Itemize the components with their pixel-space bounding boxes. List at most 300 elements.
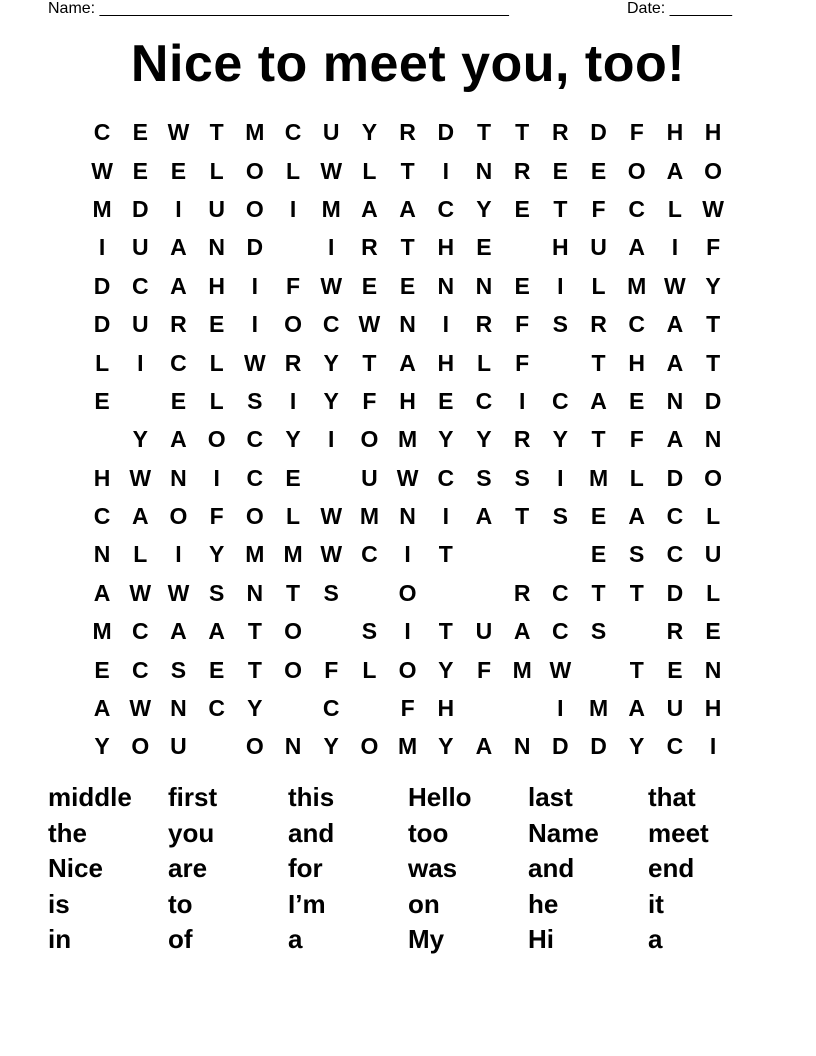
grid-cell: C bbox=[284, 119, 302, 146]
grid-cell: L bbox=[362, 656, 377, 683]
grid-cell: D bbox=[552, 733, 569, 760]
grid-cell: E bbox=[94, 387, 110, 414]
grid-cell: A bbox=[513, 618, 531, 645]
word-bank-word: in bbox=[48, 924, 72, 954]
word-bank-word: was bbox=[408, 853, 458, 883]
grid-cell: O bbox=[284, 311, 302, 338]
grid-cell: W bbox=[167, 119, 190, 146]
grid-cell: L bbox=[591, 272, 606, 299]
grid-cell: A bbox=[170, 426, 187, 453]
grid-cell: U bbox=[475, 618, 493, 645]
grid-cell: H bbox=[437, 234, 455, 261]
grid-cell: E bbox=[476, 234, 492, 261]
date-field: Date: _______ bbox=[627, 0, 732, 17]
grid-cell: T bbox=[209, 119, 224, 146]
name-field: Name: ______________________________________________ bbox=[48, 0, 509, 17]
grid-cell: L bbox=[209, 157, 224, 184]
grid-cell: T bbox=[591, 579, 606, 606]
grid-cell: E bbox=[132, 157, 148, 184]
grid-cell: A bbox=[170, 618, 187, 645]
grid-cell: U bbox=[170, 733, 187, 760]
grid-cell: N bbox=[475, 157, 493, 184]
grid-cell: C bbox=[246, 464, 264, 491]
grid-cell: I bbox=[709, 733, 717, 760]
grid-cell: L bbox=[286, 503, 301, 530]
grid-cell: O bbox=[207, 426, 226, 453]
grid-cell: M bbox=[398, 733, 418, 760]
grid-cell: N bbox=[170, 464, 187, 491]
grid-row bbox=[83, 343, 732, 381]
grid-cell: L bbox=[706, 503, 721, 530]
grid-cell: C bbox=[475, 387, 493, 414]
grid-cell: M bbox=[92, 195, 112, 222]
word-bank-word: you bbox=[168, 817, 215, 848]
grid-cell: T bbox=[438, 541, 453, 568]
grid-cell: N bbox=[93, 541, 111, 568]
grid-cell: E bbox=[361, 272, 378, 299]
grid-cell: T bbox=[476, 119, 491, 146]
grid-cell: C bbox=[666, 733, 684, 760]
word-bank-column bbox=[168, 780, 288, 958]
grid-cell: O bbox=[245, 503, 264, 530]
grid-cell: R bbox=[361, 234, 378, 261]
grid-cell: C bbox=[93, 503, 111, 530]
grid-row bbox=[83, 190, 732, 228]
grid-cell: R bbox=[666, 618, 684, 645]
grid-cell: A bbox=[666, 311, 684, 338]
grid-cell: F bbox=[629, 426, 644, 453]
grid-cell: N bbox=[399, 503, 416, 530]
grid-cell: R bbox=[513, 426, 531, 453]
grid-cell: Y bbox=[323, 387, 339, 414]
grid-cell: E bbox=[170, 157, 187, 184]
grid-cell: W bbox=[129, 579, 152, 606]
grid-cell: A bbox=[208, 618, 225, 645]
grid-cell: A bbox=[361, 195, 378, 222]
grid-cell: A bbox=[628, 695, 646, 722]
grid-cell: C bbox=[131, 618, 149, 645]
grid-cell: U bbox=[361, 464, 378, 491]
grid-cell: A bbox=[666, 349, 684, 376]
word-bank-word: a bbox=[648, 924, 663, 954]
grid-row bbox=[83, 535, 732, 573]
grid-cell: R bbox=[513, 579, 531, 606]
grid-cell: E bbox=[514, 195, 530, 222]
grid-row bbox=[83, 267, 732, 305]
word-bank-word: of bbox=[168, 924, 193, 954]
grid-cell: W bbox=[129, 695, 152, 722]
grid-cell: O bbox=[284, 618, 302, 645]
grid-cell: F bbox=[629, 119, 644, 146]
grid-cell: E bbox=[285, 464, 301, 491]
grid-cell: S bbox=[552, 503, 569, 530]
grid-cell: T bbox=[400, 157, 415, 184]
grid-cell: D bbox=[704, 387, 722, 414]
grid-cell: E bbox=[170, 387, 187, 414]
grid-cell: C bbox=[628, 195, 646, 222]
grid-cell: Y bbox=[323, 349, 339, 376]
grid-cell: E bbox=[208, 311, 225, 338]
grid-cell: W bbox=[358, 311, 381, 338]
grid-cell: I bbox=[442, 157, 449, 184]
grid-cell: D bbox=[590, 119, 607, 146]
word-bank-word: for bbox=[288, 853, 323, 883]
grid-cell: O bbox=[169, 503, 188, 530]
word-bank-word: first bbox=[168, 782, 218, 812]
grid-cell: I bbox=[175, 541, 182, 568]
word-bank-word: the bbox=[48, 817, 87, 848]
grid-cell: I bbox=[328, 234, 335, 261]
grid-cell: N bbox=[513, 733, 531, 760]
grid-cell: A bbox=[475, 503, 493, 530]
grid-cell: C bbox=[552, 618, 569, 645]
grid-cell: C bbox=[666, 503, 684, 530]
grid-cell: Y bbox=[552, 426, 569, 453]
grid-cell: T bbox=[553, 195, 568, 222]
grid-cell: O bbox=[704, 157, 723, 184]
grid-cell: R bbox=[170, 311, 187, 338]
grid-cell: M bbox=[321, 195, 341, 222]
grid-cell: T bbox=[591, 349, 606, 376]
grid-cell: U bbox=[704, 541, 722, 568]
grid-cell: H bbox=[628, 349, 646, 376]
grid-cell: M bbox=[512, 656, 532, 683]
grid-cell: I bbox=[557, 464, 564, 491]
grid-cell: N bbox=[284, 733, 302, 760]
grid-cell: N bbox=[399, 311, 416, 338]
grid-cell: Y bbox=[438, 656, 454, 683]
grid-cell: E bbox=[667, 656, 683, 683]
grid-cell: F bbox=[706, 234, 721, 261]
grid-cell: E bbox=[399, 272, 416, 299]
grid-cell: F bbox=[515, 311, 530, 338]
grid-cell: O bbox=[398, 656, 417, 683]
grid-cell: O bbox=[360, 733, 379, 760]
grid-cell: A bbox=[628, 234, 646, 261]
grid-cell: L bbox=[209, 349, 224, 376]
grid-cell: L bbox=[95, 349, 110, 376]
word-bank-word: My bbox=[408, 924, 445, 954]
grid-cell: S bbox=[552, 311, 569, 338]
word-bank-word: and bbox=[528, 853, 575, 883]
grid-cell: L bbox=[667, 195, 682, 222]
grid-cell: O bbox=[131, 733, 150, 760]
grid-cell: M bbox=[283, 541, 303, 568]
grid-cell: D bbox=[246, 234, 264, 261]
grid-cell: T bbox=[515, 119, 530, 146]
grid-cell: I bbox=[289, 387, 297, 414]
grid-cell: R bbox=[590, 311, 607, 338]
grid-cell: A bbox=[170, 234, 187, 261]
grid-cell: O bbox=[245, 195, 264, 222]
grid-cell: I bbox=[557, 272, 564, 299]
grid-cell: F bbox=[324, 656, 339, 683]
grid-cell: T bbox=[400, 234, 415, 261]
grid-cell: Y bbox=[323, 733, 339, 760]
grid-cell: Y bbox=[361, 119, 378, 146]
grid-cell: E bbox=[590, 157, 607, 184]
word-bank-column bbox=[528, 780, 648, 958]
word-bank-column bbox=[648, 780, 768, 958]
grid-cell: C bbox=[246, 426, 264, 453]
grid-cell: C bbox=[552, 579, 569, 606]
word-bank-word: end bbox=[648, 853, 695, 883]
word-bank-column bbox=[288, 780, 408, 958]
grid-cell: I bbox=[671, 234, 679, 261]
word-bank-word: Nice bbox=[48, 853, 103, 883]
grid-cell: C bbox=[552, 387, 569, 414]
grid-cell: A bbox=[666, 426, 684, 453]
grid-cell: F bbox=[591, 195, 606, 222]
grid-cell: O bbox=[398, 579, 417, 606]
word-bank-word: Name bbox=[528, 817, 599, 848]
grid-cell: A bbox=[399, 349, 416, 376]
grid-cell: A bbox=[93, 695, 111, 722]
grid-cell: I bbox=[404, 541, 411, 568]
grid-cell: C bbox=[437, 464, 455, 491]
grid-cell: Y bbox=[476, 195, 492, 222]
grid-cell: U bbox=[590, 234, 607, 261]
grid-cell: O bbox=[245, 157, 264, 184]
grid-cell: T bbox=[286, 579, 301, 606]
grid-cell: D bbox=[93, 272, 111, 299]
grid-cell: T bbox=[247, 618, 262, 645]
grid-cell: E bbox=[514, 272, 530, 299]
word-bank-column bbox=[48, 780, 168, 958]
grid-cell: A bbox=[590, 387, 607, 414]
grid-cell: I bbox=[518, 387, 526, 414]
grid-cell: W bbox=[549, 656, 572, 683]
grid-cell: F bbox=[400, 695, 415, 722]
grid-row bbox=[83, 305, 732, 343]
grid-cell: D bbox=[666, 579, 684, 606]
grid-cell: N bbox=[704, 426, 722, 453]
grid-cell: O bbox=[245, 733, 264, 760]
grid-cell: Y bbox=[629, 733, 645, 760]
grid-cell: C bbox=[131, 656, 149, 683]
grid-cell: N bbox=[208, 234, 225, 261]
grid-row bbox=[83, 574, 732, 612]
grid-row bbox=[83, 151, 732, 189]
grid-cell: C bbox=[322, 695, 340, 722]
grid-row bbox=[83, 650, 732, 688]
grid-cell: U bbox=[322, 119, 340, 146]
grid-cell: M bbox=[588, 695, 609, 722]
word-bank-word: is bbox=[48, 888, 70, 919]
word-bank-word: too bbox=[408, 817, 449, 848]
grid-cell: Y bbox=[438, 426, 454, 453]
grid-cell: F bbox=[286, 272, 301, 299]
grid-cell: M bbox=[245, 119, 265, 146]
grid-cell: I bbox=[251, 272, 259, 299]
grid-cell: I bbox=[175, 195, 182, 222]
grid-cell: A bbox=[628, 503, 646, 530]
grid-cell: C bbox=[322, 311, 340, 338]
grid-cell: D bbox=[131, 195, 149, 222]
word-bank bbox=[48, 780, 768, 958]
grid-cell: Y bbox=[208, 541, 225, 568]
grid-cell: N bbox=[704, 656, 722, 683]
grid-cell: T bbox=[629, 656, 644, 683]
grid-cell: W bbox=[167, 579, 190, 606]
grid-row bbox=[83, 459, 732, 497]
grid-row bbox=[83, 228, 732, 266]
grid-cell: E bbox=[552, 157, 569, 184]
grid-cell: F bbox=[209, 503, 224, 530]
grid-cell: S bbox=[323, 579, 339, 606]
grid-cell: F bbox=[362, 387, 377, 414]
grid-cell: H bbox=[704, 119, 722, 146]
grid-cell: A bbox=[475, 733, 493, 760]
grid-cell: R bbox=[399, 119, 416, 146]
page-title: Nice to meet you, too! bbox=[130, 35, 686, 93]
letter-grid bbox=[83, 113, 732, 766]
word-bank-word: I’m bbox=[288, 888, 326, 919]
grid-cell: S bbox=[208, 579, 225, 606]
word-bank-word: a bbox=[288, 924, 303, 954]
grid-cell: I bbox=[289, 195, 297, 222]
grid-cell: L bbox=[362, 157, 377, 184]
grid-cell: Y bbox=[285, 426, 301, 453]
grid-cell: S bbox=[361, 618, 378, 645]
grid-cell: O bbox=[360, 426, 379, 453]
grid-cell: A bbox=[93, 579, 111, 606]
grid-cell: O bbox=[284, 656, 302, 683]
word-bank-word: and bbox=[288, 817, 335, 848]
grid-cell: L bbox=[133, 541, 148, 568]
grid-cell: M bbox=[398, 426, 418, 453]
grid-cell: M bbox=[92, 618, 112, 645]
grid-cell: I bbox=[251, 311, 259, 338]
grid-cell: H bbox=[704, 695, 722, 722]
grid-cell: M bbox=[359, 503, 379, 530]
grid-cell: N bbox=[246, 579, 264, 606]
grid-row bbox=[83, 382, 732, 420]
word-bank-word: meet bbox=[648, 817, 709, 848]
word-bank-word: to bbox=[168, 888, 193, 919]
grid-cell: I bbox=[213, 464, 220, 491]
grid-cell: T bbox=[438, 618, 453, 645]
grid-cell: D bbox=[93, 311, 111, 338]
grid-cell: I bbox=[137, 349, 144, 376]
grid-cell: E bbox=[438, 387, 454, 414]
grid-cell: I bbox=[442, 503, 449, 530]
grid-cell: Y bbox=[247, 695, 263, 722]
grid-cell: E bbox=[132, 119, 148, 146]
grid-cell: N bbox=[170, 695, 187, 722]
grid-row bbox=[83, 113, 732, 151]
grid-cell: N bbox=[437, 272, 455, 299]
grid-cell: O bbox=[704, 464, 723, 491]
grid-cell: E bbox=[590, 503, 607, 530]
grid-cell: R bbox=[552, 119, 569, 146]
grid-cell: A bbox=[131, 503, 149, 530]
word-bank-word: this bbox=[288, 782, 335, 812]
grid-cell: W bbox=[243, 349, 266, 376]
grid-cell: E bbox=[590, 541, 607, 568]
grid-cell: W bbox=[91, 157, 113, 184]
grid-cell: C bbox=[93, 119, 111, 146]
grid-cell: C bbox=[208, 695, 225, 722]
grid-cell: E bbox=[94, 656, 110, 683]
grid-cell: I bbox=[557, 695, 564, 722]
grid-cell: E bbox=[705, 618, 721, 645]
grid-cell: C bbox=[666, 541, 684, 568]
grid-cell: R bbox=[284, 349, 302, 376]
grid-cell: R bbox=[513, 157, 531, 184]
grid-cell: W bbox=[320, 272, 343, 299]
grid-cell: T bbox=[362, 349, 377, 376]
grid-cell: I bbox=[328, 426, 335, 453]
word-bank-word: on bbox=[408, 888, 440, 919]
word-bank-word: that bbox=[648, 782, 696, 812]
word-bank-word: Hi bbox=[528, 924, 554, 954]
grid-row bbox=[83, 420, 732, 458]
grid-cell: M bbox=[245, 541, 265, 568]
grid-cell: O bbox=[627, 157, 646, 184]
grid-cell: C bbox=[131, 272, 149, 299]
word-bank-word: Hello bbox=[408, 782, 472, 812]
grid-cell: S bbox=[514, 464, 530, 491]
grid-cell: A bbox=[399, 195, 416, 222]
grid-cell: U bbox=[131, 234, 149, 261]
grid-cell: H bbox=[93, 464, 111, 491]
grid-cell: T bbox=[706, 349, 721, 376]
grid-row bbox=[83, 727, 732, 765]
grid-cell: S bbox=[476, 464, 492, 491]
word-bank-word: last bbox=[528, 782, 573, 812]
grid-cell: H bbox=[208, 272, 225, 299]
grid-cell: C bbox=[170, 349, 187, 376]
grid-cell: I bbox=[404, 618, 411, 645]
grid-cell: C bbox=[628, 311, 646, 338]
grid-cell: H bbox=[437, 349, 455, 376]
grid-cell: W bbox=[129, 464, 152, 491]
grid-cell: W bbox=[320, 541, 343, 568]
word-bank-word: middle bbox=[48, 782, 132, 812]
grid-cell: M bbox=[588, 464, 609, 491]
grid-cell: W bbox=[320, 503, 343, 530]
grid-cell: R bbox=[475, 311, 493, 338]
grid-cell: H bbox=[399, 387, 416, 414]
grid-cell: E bbox=[208, 656, 225, 683]
grid-cell: E bbox=[629, 387, 645, 414]
word-bank-word: it bbox=[648, 888, 664, 919]
grid-cell: Y bbox=[438, 733, 454, 760]
grid-cell: L bbox=[476, 349, 491, 376]
grid-cell: H bbox=[552, 234, 569, 261]
grid-cell: F bbox=[515, 349, 530, 376]
grid-row bbox=[83, 612, 732, 650]
grid-cell: L bbox=[209, 387, 224, 414]
grid-cell: F bbox=[476, 656, 491, 683]
grid-cell: D bbox=[437, 119, 455, 146]
grid-row bbox=[83, 689, 732, 727]
word-bank-word: are bbox=[168, 853, 208, 883]
grid-cell: Y bbox=[132, 426, 148, 453]
grid-cell: S bbox=[247, 387, 263, 414]
grid-cell: L bbox=[286, 157, 301, 184]
grid-cell: W bbox=[396, 464, 419, 491]
grid-cell: T bbox=[247, 656, 262, 683]
grid-cell: C bbox=[437, 195, 455, 222]
grid-cell: W bbox=[664, 272, 686, 299]
grid-cell: W bbox=[702, 195, 724, 222]
grid-cell: N bbox=[666, 387, 684, 414]
grid-cell: H bbox=[437, 695, 455, 722]
grid-cell: T bbox=[515, 503, 530, 530]
grid-cell: I bbox=[442, 311, 449, 338]
